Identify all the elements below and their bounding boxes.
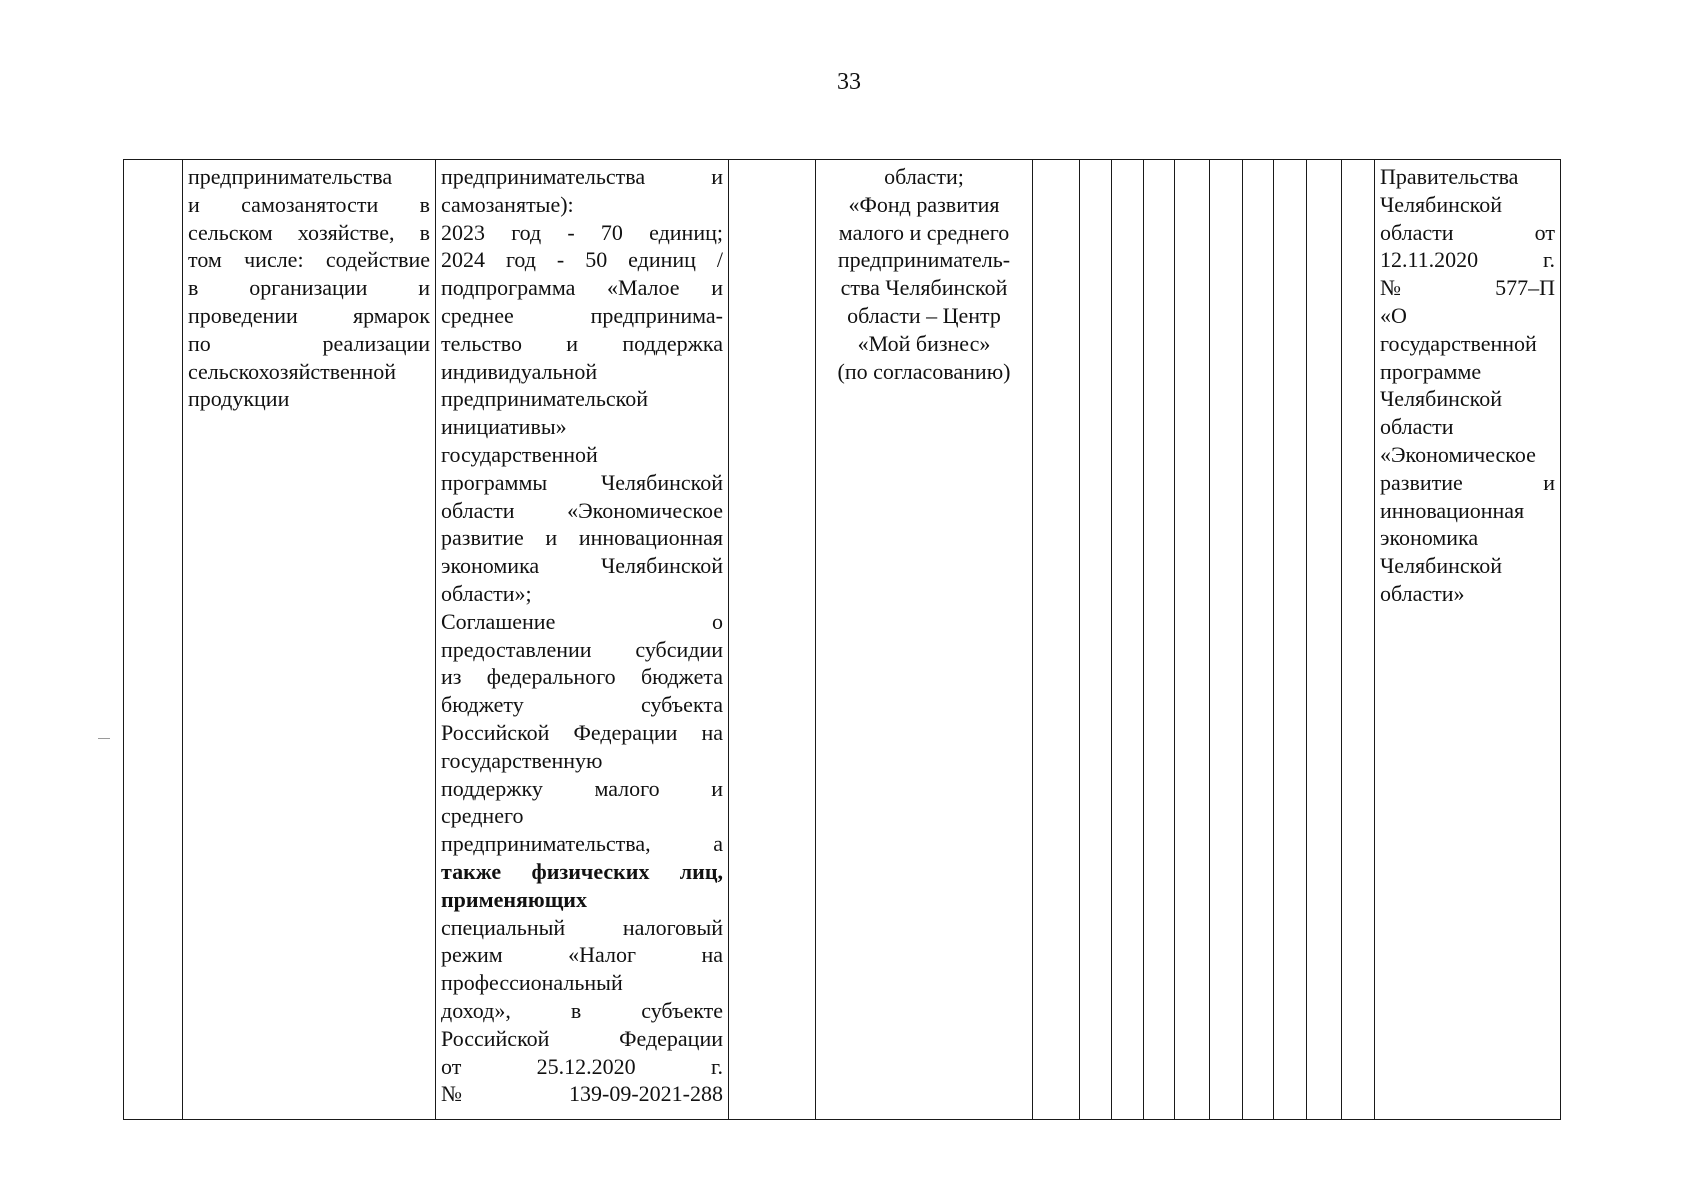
- text-line: также физических лиц,: [441, 858, 723, 884]
- cell-basis: [436, 160, 729, 1120]
- text-line: ства Челябинской: [840, 275, 1008, 301]
- text-line: применяющих: [441, 886, 587, 912]
- measures-table: [123, 159, 1561, 1120]
- text-line: государственной: [441, 441, 598, 467]
- text-line: подпрограмма «Малое и: [441, 275, 723, 301]
- text-line: инициативы»: [441, 414, 567, 440]
- text-line: поддержку малого и: [441, 775, 723, 801]
- text-line: Челябинской: [1380, 386, 1503, 412]
- cell-empty-10: [1307, 160, 1342, 1120]
- text-line: предоставлении субсидии: [441, 636, 723, 662]
- text-line: развитие и инновационная: [441, 525, 723, 551]
- cell-empty-11: [1342, 160, 1375, 1120]
- cell-empty-2: [1033, 160, 1080, 1120]
- text-line: области;: [884, 164, 964, 189]
- text-line: экономика: [1380, 525, 1479, 551]
- text-line: области от: [1380, 219, 1555, 245]
- text-line: в организации и: [188, 275, 430, 301]
- cell-empty-6: [1175, 160, 1210, 1120]
- text-line: продукции: [188, 386, 290, 412]
- text-line: программы Челябинской: [441, 469, 723, 495]
- text-line: Челябинской: [1380, 191, 1503, 217]
- text-line: Челябинской: [1380, 553, 1503, 579]
- cell-empty-9: [1274, 160, 1307, 1120]
- text-line: по реализации: [188, 330, 430, 356]
- text-line: предпринимательской: [441, 386, 649, 412]
- text-line: и самозанятости в: [188, 191, 430, 217]
- text-line: государственной: [1380, 330, 1537, 356]
- cell-executor: [816, 160, 1033, 1120]
- text-line: (по согласованию): [837, 358, 1011, 384]
- cell-empty-1: [729, 160, 816, 1120]
- text-line: «Экономическое: [1380, 441, 1536, 467]
- text-line: том числе: содействие: [188, 247, 430, 273]
- text-line: «Мой бизнес»: [857, 330, 991, 356]
- cell-empty-4: [1112, 160, 1144, 1120]
- text-line: № 577–П: [1380, 275, 1555, 301]
- text-line: предпринимательства: [188, 164, 393, 189]
- text-line: специальный налоговый: [441, 914, 723, 940]
- scan-mark: [98, 738, 110, 739]
- text-line: предпринимательства и: [441, 164, 723, 189]
- cell-document: [1375, 160, 1561, 1120]
- text-line: режим «Налог на: [441, 942, 723, 968]
- text-line: от 25.12.2020 г.: [441, 1053, 723, 1079]
- text-line: 2024 год - 50 единиц /: [441, 247, 723, 273]
- text-line: профессиональный: [441, 970, 623, 996]
- text-line: среднего: [441, 803, 524, 829]
- text-line: проведении ярмарок: [188, 302, 430, 328]
- text-line: «О: [1380, 302, 1407, 328]
- text-line: сельскохозяйственной: [188, 358, 397, 384]
- cell-empty-3: [1080, 160, 1112, 1120]
- text-line: «Фонд развития: [848, 191, 1000, 217]
- text-line: малого и среднего: [838, 219, 1010, 245]
- text-line: области «Экономическое: [441, 497, 723, 523]
- cell-number: [124, 160, 183, 1120]
- text-line: предприниматель-: [837, 247, 1011, 273]
- cell-empty-8: [1243, 160, 1274, 1120]
- table-row: [124, 160, 1561, 1120]
- text-line: среднее предпринима-: [441, 302, 723, 328]
- text-line: бюджету субъекта: [441, 692, 723, 718]
- text-line: тельство и поддержка: [441, 330, 723, 356]
- text-line: области: [1380, 414, 1454, 440]
- text-line: 12.11.2020 г.: [1380, 247, 1555, 273]
- text-line: из федерального бюджета: [441, 664, 723, 690]
- cell-empty-5: [1144, 160, 1175, 1120]
- text-line: Российской Федерации на: [441, 719, 723, 745]
- text-line: № 139-09-2021-288: [441, 1081, 723, 1107]
- text-line: программе: [1380, 358, 1482, 384]
- text-line: предпринимательства, а: [441, 831, 723, 857]
- text-line: области – Центр: [847, 302, 1001, 328]
- text-line: инновационная: [1380, 497, 1525, 523]
- text-line: области»: [1380, 580, 1465, 606]
- text-line: Соглашение о: [441, 608, 723, 634]
- text-line: государственную: [441, 747, 603, 773]
- text-line: сельском хозяйстве, в: [188, 219, 430, 245]
- text-line: развитие и: [1380, 469, 1555, 495]
- page-number: 33: [837, 69, 861, 95]
- text-line: Российской Федерации: [441, 1025, 723, 1051]
- text-line: Правительства: [1380, 164, 1519, 189]
- text-line: самозанятые):: [441, 191, 574, 217]
- text-line: области»;: [441, 580, 532, 606]
- cell-measure-name: [183, 160, 436, 1120]
- cell-empty-7: [1210, 160, 1243, 1120]
- text-line: 2023 год - 70 единиц;: [441, 219, 723, 245]
- text-line: экономика Челябинской: [441, 553, 723, 579]
- text-line: индивидуальной: [441, 358, 598, 384]
- text-line: доход», в субъекте: [441, 997, 723, 1023]
